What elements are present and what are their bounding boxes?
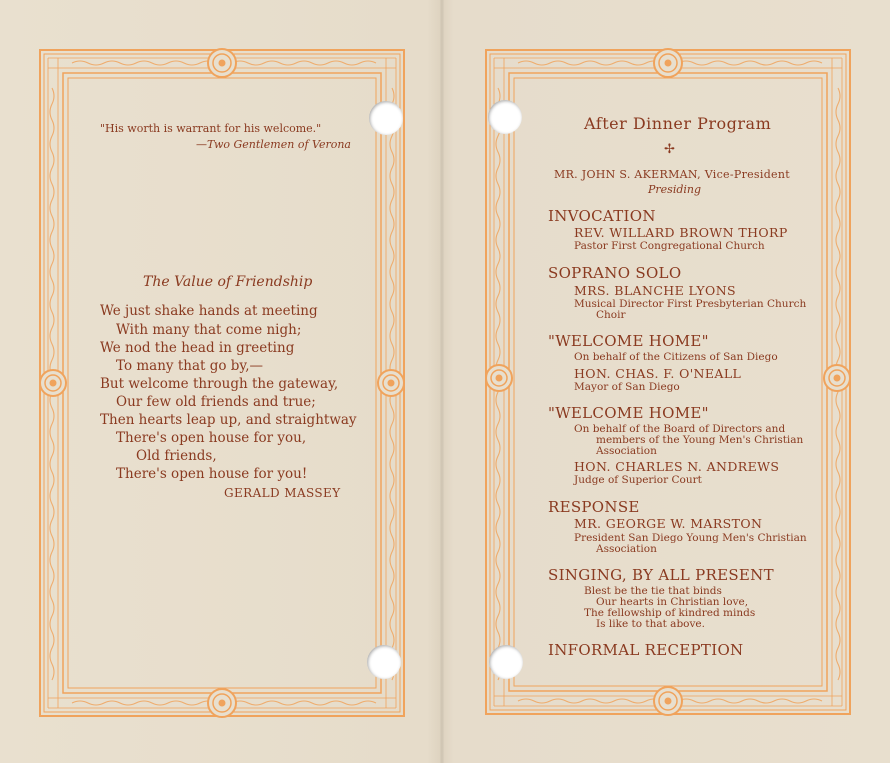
poem-line: We nod the head in greeting: [100, 340, 295, 356]
section-heading: "WELCOME HOME": [548, 404, 709, 422]
section-on-behalf: Association: [596, 445, 657, 457]
section-heading: INFORMAL RECEPTION: [548, 641, 744, 659]
poem-title: The Value of Friendship: [143, 274, 313, 290]
poem-line: Old friends,: [136, 448, 217, 464]
epigraph-source: —Two Gentlemen of Verona: [196, 138, 351, 151]
poem-line: There's open house for you,: [116, 430, 307, 446]
section-heading: SINGING, BY ALL PRESENT: [548, 566, 774, 584]
right-panel: [484, 48, 852, 716]
hymn-line: Is like to that above.: [596, 618, 705, 630]
epigraph-quote: "His worth is warrant for his welcome.": [100, 122, 322, 135]
section-heading: "WELCOME HOME": [548, 332, 709, 350]
section-desc: Pastor First Congregational Church: [574, 240, 765, 252]
section-name: MR. GEORGE W. MARSTON: [574, 516, 763, 531]
punch-hole: [488, 100, 522, 134]
section-desc: Association: [596, 543, 657, 555]
section-heading: INVOCATION: [548, 207, 656, 225]
hymn-line: Our hearts in Christian love,: [596, 596, 749, 608]
section-on-behalf: On behalf of the Citizens of San Diego: [574, 351, 778, 363]
section-on-behalf: members of the Young Men's Christian: [596, 434, 804, 446]
section-desc: President San Diego Young Men's Christian: [574, 532, 807, 544]
presiding-role: Presiding: [648, 183, 702, 196]
section-name: REV. WILLARD BROWN THORP: [574, 225, 788, 240]
section-heading: SOPRANO SOLO: [548, 264, 682, 282]
center-fold: [440, 0, 444, 763]
poem-line: Then hearts leap up, and straightway: [100, 412, 357, 428]
punch-hole: [367, 645, 401, 679]
section-on-behalf: On behalf of the Board of Directors and: [574, 423, 786, 435]
poem-line: We just shake hands at meeting: [100, 303, 318, 319]
poem-author: GERALD MASSEY: [224, 486, 341, 500]
left-panel: [38, 48, 406, 718]
section-desc: Choir: [596, 309, 626, 321]
punch-hole: [369, 101, 403, 135]
punch-hole: [489, 645, 523, 679]
section-name: MRS. BLANCHE LYONS: [574, 283, 736, 298]
poem-line: But welcome through the gateway,: [100, 376, 339, 392]
cross-ornament: ✢: [664, 142, 675, 157]
section-desc: Mayor of San Diego: [574, 381, 680, 393]
presiding-name: MR. JOHN S. AKERMAN, Vice-President: [554, 168, 790, 181]
section-name: HON. CHARLES N. ANDREWS: [574, 459, 780, 474]
section-desc: Judge of Superior Court: [574, 474, 702, 486]
poem-line: With many that come nigh;: [116, 322, 302, 338]
section-desc: Musical Director First Presbyterian Church: [574, 298, 807, 310]
poem-line: To many that go by,—: [116, 358, 264, 374]
hymn-line: The fellowship of kindred minds: [584, 607, 756, 619]
poem-line: Our few old friends and true;: [116, 394, 316, 410]
section-name: HON. CHAS. F. O'NEALL: [574, 366, 742, 381]
section-heading: RESPONSE: [548, 498, 640, 516]
hymn-line: Blest be the tie that binds: [584, 585, 722, 597]
program-title: After Dinner Program: [584, 114, 772, 133]
poem-line: There's open house for you!: [116, 466, 308, 482]
